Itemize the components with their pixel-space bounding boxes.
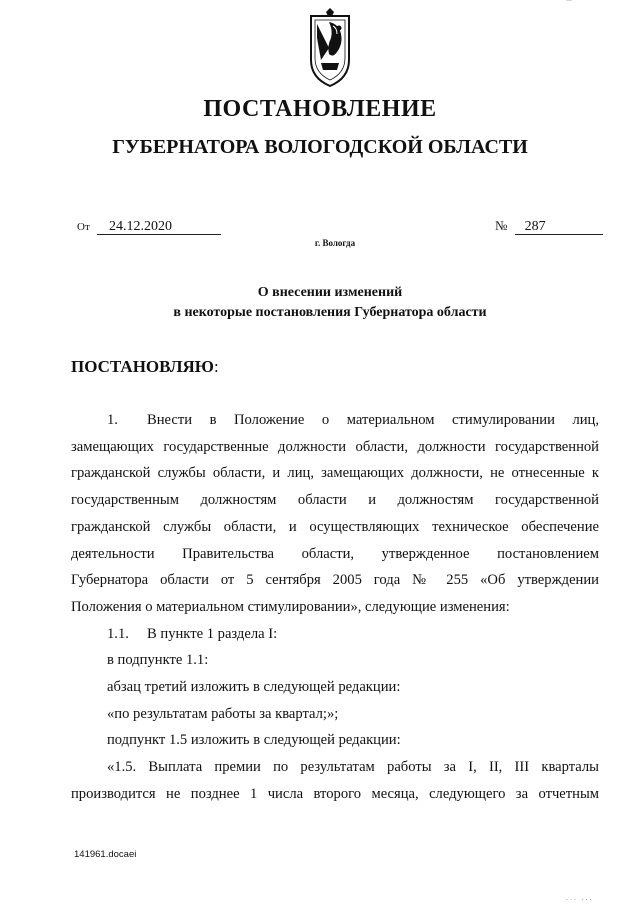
decree-word: ПОСТАНОВЛЯЮ xyxy=(71,357,214,376)
paragraph-1-line: деятельности Правительства области, утвержденное постановлением xyxy=(71,545,599,562)
paragraph-1-5-line: «1.5. Выплата премии по результатам работы за I, II, III кварталы xyxy=(107,759,599,776)
subparagraph-line: подпункт 1.5 изложить в следующей редакции: xyxy=(107,732,401,749)
decree-heading xyxy=(71,357,219,377)
top-scan-mark xyxy=(566,0,572,3)
date-prefix: От xyxy=(77,221,90,233)
paragraph-1-line: 1. Внести в Положение о материальном стимулировании лиц, xyxy=(71,407,599,434)
document-subject xyxy=(0,283,640,323)
number-field xyxy=(495,218,603,235)
paragraph-1-1: 1.1. В пункте 1 раздела I: xyxy=(71,621,599,648)
paragraph-1-line: замещающих государственные должности области, должности государственной xyxy=(71,438,599,455)
subject-line-2: в некоторые постановления Губернатора области xyxy=(173,305,487,320)
paragraph-1-line: Губернатора области от 5 сентября 2005 года № 255 «Об утверждении xyxy=(71,572,599,589)
date-value: 24.12.2020 xyxy=(97,220,221,235)
paragraph-1-number: 1. xyxy=(107,412,118,428)
subparagraph-line: «по результатам работы за квартал;»; xyxy=(107,705,339,722)
paragraph-1-line: гражданской службы области, и осуществляющих техническое обеспечение xyxy=(71,518,599,535)
paragraph-1-line: гражданской службы области, и лиц, замещающих должности, не отнесенные к xyxy=(71,465,599,482)
city-label: г. Вологда xyxy=(314,238,356,248)
corner-scan-mark: ... ... xyxy=(566,895,594,902)
number-prefix: № xyxy=(495,218,508,233)
date-field xyxy=(77,218,221,235)
document-title: ПОСТАНОВЛЕНИЕ xyxy=(203,96,437,122)
subparagraph-line: в подпункте 1.1: xyxy=(107,652,209,669)
document-body xyxy=(71,407,599,808)
paragraph-1-line: Положения о материальном стимулировании», следующие изменения: xyxy=(71,598,510,615)
number-value: 287 xyxy=(515,220,603,235)
vologda-coat-of-arms-icon xyxy=(299,8,361,88)
paragraph-1-1-number: 1.1. xyxy=(107,625,129,642)
subject-line-1: О внесении изменений xyxy=(257,285,403,300)
footer-file-name: 141961.docaei xyxy=(74,849,137,860)
document-subtitle: ГУБЕРНАТОРА ВОЛОГОДСКОЙ ОБЛАСТИ xyxy=(112,136,528,158)
decree-colon: : xyxy=(213,357,219,376)
paragraph-1-line: государственным должностям области и должностям государственной xyxy=(71,492,599,509)
paragraph-1-5-line: производится не позднее 1 числа второго месяца, следующего за отчетным xyxy=(71,785,599,802)
subparagraph-line: абзац третий изложить в следующей редакции: xyxy=(107,679,401,696)
